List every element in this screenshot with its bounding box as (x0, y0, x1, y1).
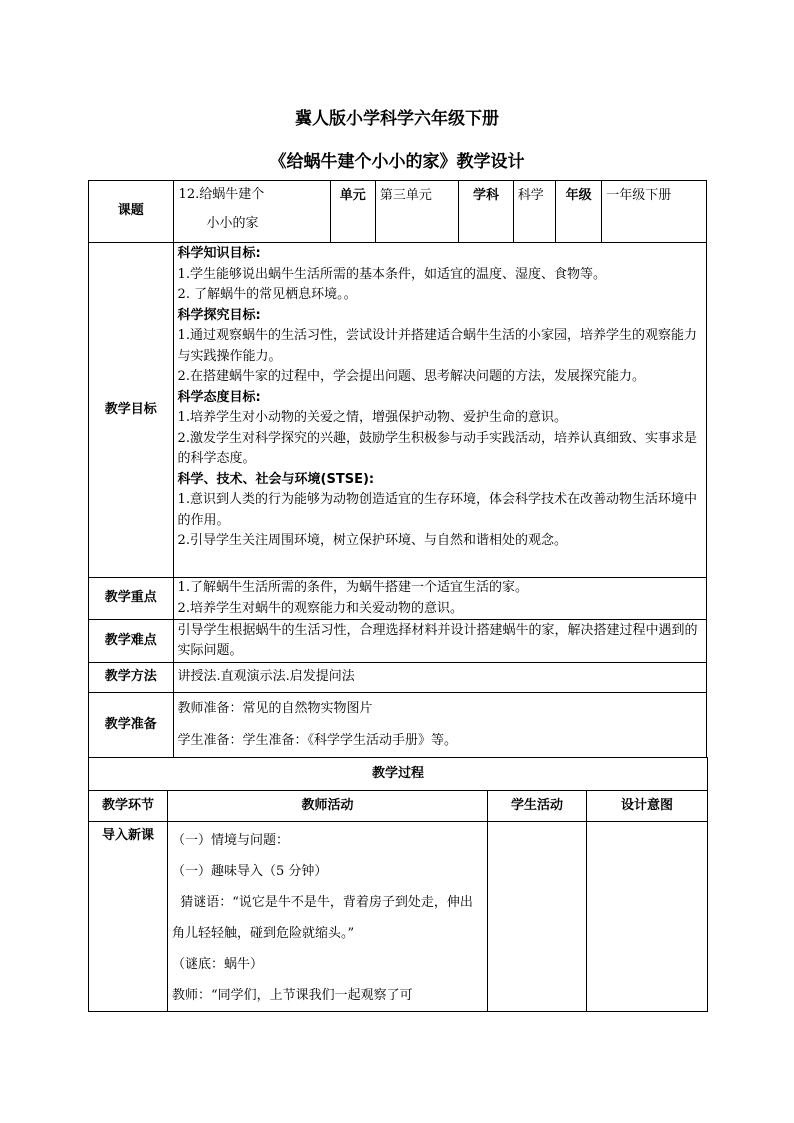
process-table (88, 757, 708, 1012)
methods-label: 教学方法 (89, 663, 174, 693)
process-title: 教学过程 (89, 758, 708, 791)
grade-label: 年级 (555, 181, 601, 243)
activity-line: （一）趣味导入（5 分钟） (172, 864, 328, 879)
stse-goal-1: 1.意识到人类的行为能够为动物创造适宜的生存环境，体会科学技术在改善动物生活环境中的作用。 (177, 492, 697, 528)
inquiry-goal-title: 科学探究目标: (177, 307, 261, 323)
teacher-prep: 教师准备：常见的自然物实物图片 (177, 701, 373, 716)
subject-label: 学科 (459, 181, 513, 243)
design-intent (587, 822, 708, 1012)
stage-intro: 导入新课 (89, 822, 168, 1012)
unit-value: 第三单元 (375, 181, 459, 243)
lesson-info-table (88, 180, 707, 758)
document-title: 冀人版小学科学六年级下册 (295, 109, 499, 129)
student-activity (488, 822, 587, 1012)
knowledge-goal-2: 2. 了解蜗牛的常见栖息环境。。 (177, 287, 357, 302)
attitude-goal-2: 2.激发学生对科学探究的兴趣，鼓励学生积极参与动手实践活动，培养认真细致、实事求是的科学态度。 (177, 430, 697, 466)
key-points-content (173, 578, 706, 620)
unit-label: 单元 (330, 181, 375, 243)
teacher-activity (168, 822, 488, 1012)
topic-line-2: 小小的家 (206, 215, 259, 231)
key-point-2: 2.培养学生对蜗牛的观察能力和关爱动物的意识。 (177, 600, 463, 616)
document-subtitle: 《给蜗牛建个小小的家》教学设计 (269, 152, 525, 172)
attitude-goal-title: 科学态度目标: (177, 389, 261, 405)
col-intent-header: 设计意图 (587, 791, 708, 822)
key-point-1: 1.了解蜗牛生活所需的条件，为蜗牛搭建一个适宜生活的家。 (177, 580, 528, 595)
stse-goal-2: 2.引导学生关注周围环境，树立保护环境、与自然和谐相处的观念。 (177, 533, 567, 548)
difficulties-content: 引导学生根据蜗牛的生活习性，合理选择材料并设计搭建蜗牛的家，解决搭建过程中遇到的实际问题。 (173, 620, 706, 663)
inquiry-goal-1: 1.通过观察蜗牛的生活习性，尝试设计并搭建适合蜗牛生活的小家园，培养学生的观察能力与实践操作能力。 (177, 328, 697, 364)
subject-value: 科学 (513, 181, 555, 243)
col-stage-header: 教学环节 (89, 791, 168, 822)
col-teacher-header: 教师活动 (168, 791, 488, 822)
stse-goal-title: 科学、技术、社会与环境(STSE): (177, 471, 375, 487)
goals-label: 教学目标 (89, 243, 174, 578)
knowledge-goal-1: 1.学生能够说出蜗牛生活所需的基本条件，如适宜的温度、湿度、食物等。 (177, 266, 606, 282)
activity-line: 教师：“同学们，上节课我们一起观察了可 (172, 988, 413, 1003)
key-points-label: 教学重点 (89, 578, 174, 620)
student-prep: 学生准备：学生准备：《科学学生活动手册》等。 (177, 733, 458, 748)
inquiry-goal-2: 2.在搭建蜗牛家的过程中，学会提出问题、思考解决问题的方法，发展探究能力。 (177, 369, 645, 384)
attitude-goal-1: 1.培养学生对小动物的关爱之情，增强保护动物、爱护生命的意识。 (177, 410, 567, 425)
activity-line: （一）情境与问题： (172, 833, 290, 848)
difficulties-label: 教学难点 (89, 620, 174, 663)
topic-line-1: 12.给蜗牛建个 (178, 187, 265, 202)
knowledge-goal-title: 科学知识目标: (177, 246, 261, 261)
topic-label: 课题 (89, 181, 174, 243)
prep-label: 教学准备 (89, 693, 174, 758)
grade-value: 一年级下册 (602, 181, 707, 243)
topic-value (173, 181, 330, 243)
activity-line: （谜底：蜗牛） (172, 957, 264, 972)
methods-content: 讲授法.直观演示法.启发提问法 (173, 663, 706, 693)
prep-content (173, 693, 706, 758)
goals-content (173, 243, 706, 578)
col-student-header: 学生活动 (488, 791, 587, 822)
activity-line: 猜谜语：“说它是牛不是牛，背着房子到处走，伸出角儿轻轻触，碰到危险就缩头。” (172, 895, 473, 941)
